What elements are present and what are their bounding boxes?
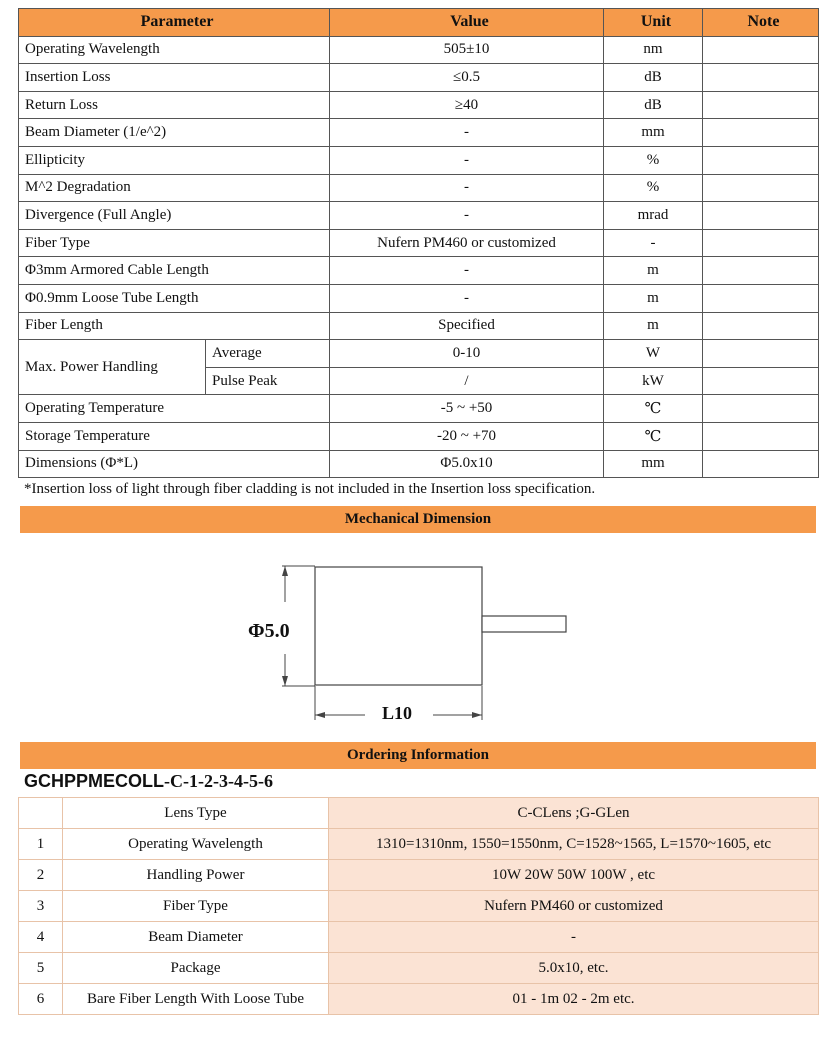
spec-row — [19, 312, 819, 340]
unit-cell: m — [604, 257, 703, 285]
header-unit: Unit — [604, 9, 703, 37]
spec-header-row — [19, 9, 819, 37]
unit-cell: % — [604, 174, 703, 202]
ordering-item-cell: Bare Fiber Length With Loose Tube — [63, 984, 329, 1015]
ordering-options-cell: Nufern PM460 or customized — [329, 891, 819, 922]
unit-cell: m — [604, 284, 703, 312]
header-parameter: Parameter — [19, 9, 330, 37]
parameter-cell: Divergence (Full Angle) — [19, 202, 330, 230]
value-cell: Specified — [330, 312, 604, 340]
unit-cell: mm — [604, 119, 703, 147]
spec-table — [18, 8, 819, 478]
spec-row — [19, 229, 819, 257]
header-value: Value — [330, 9, 604, 37]
parameter-cell: Fiber Type — [19, 229, 330, 257]
spec-row — [19, 91, 819, 119]
parameter-cell: Operating Wavelength — [19, 36, 330, 64]
ordering-item-cell: Beam Diameter — [63, 922, 329, 953]
value-cell: ≥40 — [330, 91, 604, 119]
ordering-number-cell: 1 — [19, 829, 63, 860]
unit-cell: - — [604, 229, 703, 257]
arrow-right-icon — [472, 712, 482, 718]
note-cell — [703, 64, 819, 92]
note-cell — [703, 119, 819, 147]
spec-row — [19, 284, 819, 312]
parameter-cell: Beam Diameter (1/e^2) — [19, 119, 330, 147]
ordering-row — [19, 829, 819, 860]
spec-body — [19, 36, 819, 478]
value-cell: - — [330, 146, 604, 174]
parameter-cell: Φ3mm Armored Cable Length — [19, 257, 330, 285]
ordering-table — [18, 797, 819, 1015]
unit-cell: W — [604, 340, 703, 368]
spec-row — [19, 257, 819, 285]
value-cell: -5 ~ +50 — [330, 395, 604, 423]
note-cell — [703, 202, 819, 230]
unit-cell: dB — [604, 64, 703, 92]
ordering-options-cell: C-CLens ;G-GLen — [329, 798, 819, 829]
note-cell — [703, 174, 819, 202]
note-cell — [703, 36, 819, 64]
spec-row — [19, 450, 819, 478]
ordering-options-cell: - — [329, 922, 819, 953]
unit-cell: kW — [604, 367, 703, 395]
unit-cell: dB — [604, 91, 703, 119]
parameter-cell: Max. Power Handling — [19, 340, 206, 395]
collimator-body — [315, 567, 482, 685]
ordering-item-cell: Lens Type — [63, 798, 329, 829]
fiber-pigtail — [482, 616, 566, 632]
ordering-row — [19, 860, 819, 891]
spec-row — [19, 36, 819, 64]
note-cell — [703, 91, 819, 119]
unit-cell: mrad — [604, 202, 703, 230]
sub-parameter-cell: Average — [206, 340, 330, 368]
spec-row — [19, 174, 819, 202]
value-cell: - — [330, 284, 604, 312]
note-cell — [703, 395, 819, 423]
ordering-row — [19, 798, 819, 829]
note-cell — [703, 284, 819, 312]
unit-cell: % — [604, 146, 703, 174]
arrow-down-icon — [282, 676, 288, 686]
parameter-cell: Φ0.9mm Loose Tube Length — [19, 284, 330, 312]
note-cell — [703, 146, 819, 174]
ordering-item-cell: Handling Power — [63, 860, 329, 891]
mechanical-dimension-title: Mechanical Dimension — [20, 506, 816, 533]
parameter-cell: Ellipticity — [19, 146, 330, 174]
parameter-cell: Dimensions (Φ*L) — [19, 450, 330, 478]
note-cell — [703, 229, 819, 257]
parameter-cell: Fiber Length — [19, 312, 330, 340]
ordering-number-cell: 3 — [19, 891, 63, 922]
ordering-number-cell: 4 — [19, 922, 63, 953]
note-cell — [703, 312, 819, 340]
note-cell — [703, 450, 819, 478]
value-cell: -20 ~ +70 — [330, 422, 604, 450]
spec-row-power — [19, 340, 819, 368]
ordering-row — [19, 891, 819, 922]
arrow-up-icon — [282, 566, 288, 576]
spec-row — [19, 64, 819, 92]
unit-cell: ℃ — [604, 422, 703, 450]
value-cell: - — [330, 257, 604, 285]
ordering-options-cell: 10W 20W 50W 100W , etc — [329, 860, 819, 891]
ordering-item-cell: Package — [63, 953, 329, 984]
value-cell: - — [330, 202, 604, 230]
ordering-row — [19, 922, 819, 953]
unit-cell: nm — [604, 36, 703, 64]
value-cell: - — [330, 119, 604, 147]
part-number-prefix: GCHPPMECOLL — [24, 771, 165, 791]
note-cell — [703, 340, 819, 368]
value-cell: - — [330, 174, 604, 202]
ordering-item-cell: Fiber Type — [63, 891, 329, 922]
note-cell — [703, 422, 819, 450]
header-note: Note — [703, 9, 819, 37]
spec-row — [19, 202, 819, 230]
note-cell — [703, 257, 819, 285]
unit-cell: m — [604, 312, 703, 340]
spec-row — [19, 146, 819, 174]
part-number-suffix: -C-1-2-3-4-5-6 — [164, 771, 273, 791]
value-cell: / — [330, 367, 604, 395]
parameter-cell: M^2 Degradation — [19, 174, 330, 202]
ordering-number-cell: 5 — [19, 953, 63, 984]
value-cell: 505±10 — [330, 36, 604, 64]
ordering-options-cell: 1310=1310nm, 1550=1550nm, C=1528~1565, L=1570~1605, etc — [329, 829, 819, 860]
ordering-row — [19, 953, 819, 984]
ordering-information-title: Ordering Information — [20, 742, 816, 769]
parameter-cell: Storage Temperature — [19, 422, 330, 450]
spec-row — [19, 119, 819, 147]
ordering-item-cell: Operating Wavelength — [63, 829, 329, 860]
value-cell: 0-10 — [330, 340, 604, 368]
note-cell — [703, 367, 819, 395]
ordering-number-cell: 6 — [19, 984, 63, 1015]
value-cell: Φ5.0x10 — [330, 450, 604, 478]
unit-cell: ℃ — [604, 395, 703, 423]
sub-parameter-cell: Pulse Peak — [206, 367, 330, 395]
ordering-body — [19, 798, 819, 1015]
arrow-left-icon — [315, 712, 325, 718]
parameter-cell: Return Loss — [19, 91, 330, 119]
ordering-row — [19, 984, 819, 1015]
diameter-label: Φ5.0 — [248, 620, 290, 642]
parameter-cell: Operating Temperature — [19, 395, 330, 423]
length-label: L10 — [382, 703, 413, 723]
ordering-number-cell — [19, 798, 63, 829]
part-number-code — [24, 771, 273, 792]
ordering-options-cell: 01 - 1m 02 - 2m etc. — [329, 984, 819, 1015]
spec-row — [19, 422, 819, 450]
footnote: *Insertion loss of light through fiber cladding is not included in the Insertion loss specification. — [24, 481, 596, 497]
value-cell: ≤0.5 — [330, 64, 604, 92]
ordering-options-cell: 5.0x10, etc. — [329, 953, 819, 984]
spec-row — [19, 395, 819, 423]
unit-cell: mm — [604, 450, 703, 478]
value-cell: Nufern PM460 or customized — [330, 229, 604, 257]
ordering-number-cell: 2 — [19, 860, 63, 891]
parameter-cell: Insertion Loss — [19, 64, 330, 92]
